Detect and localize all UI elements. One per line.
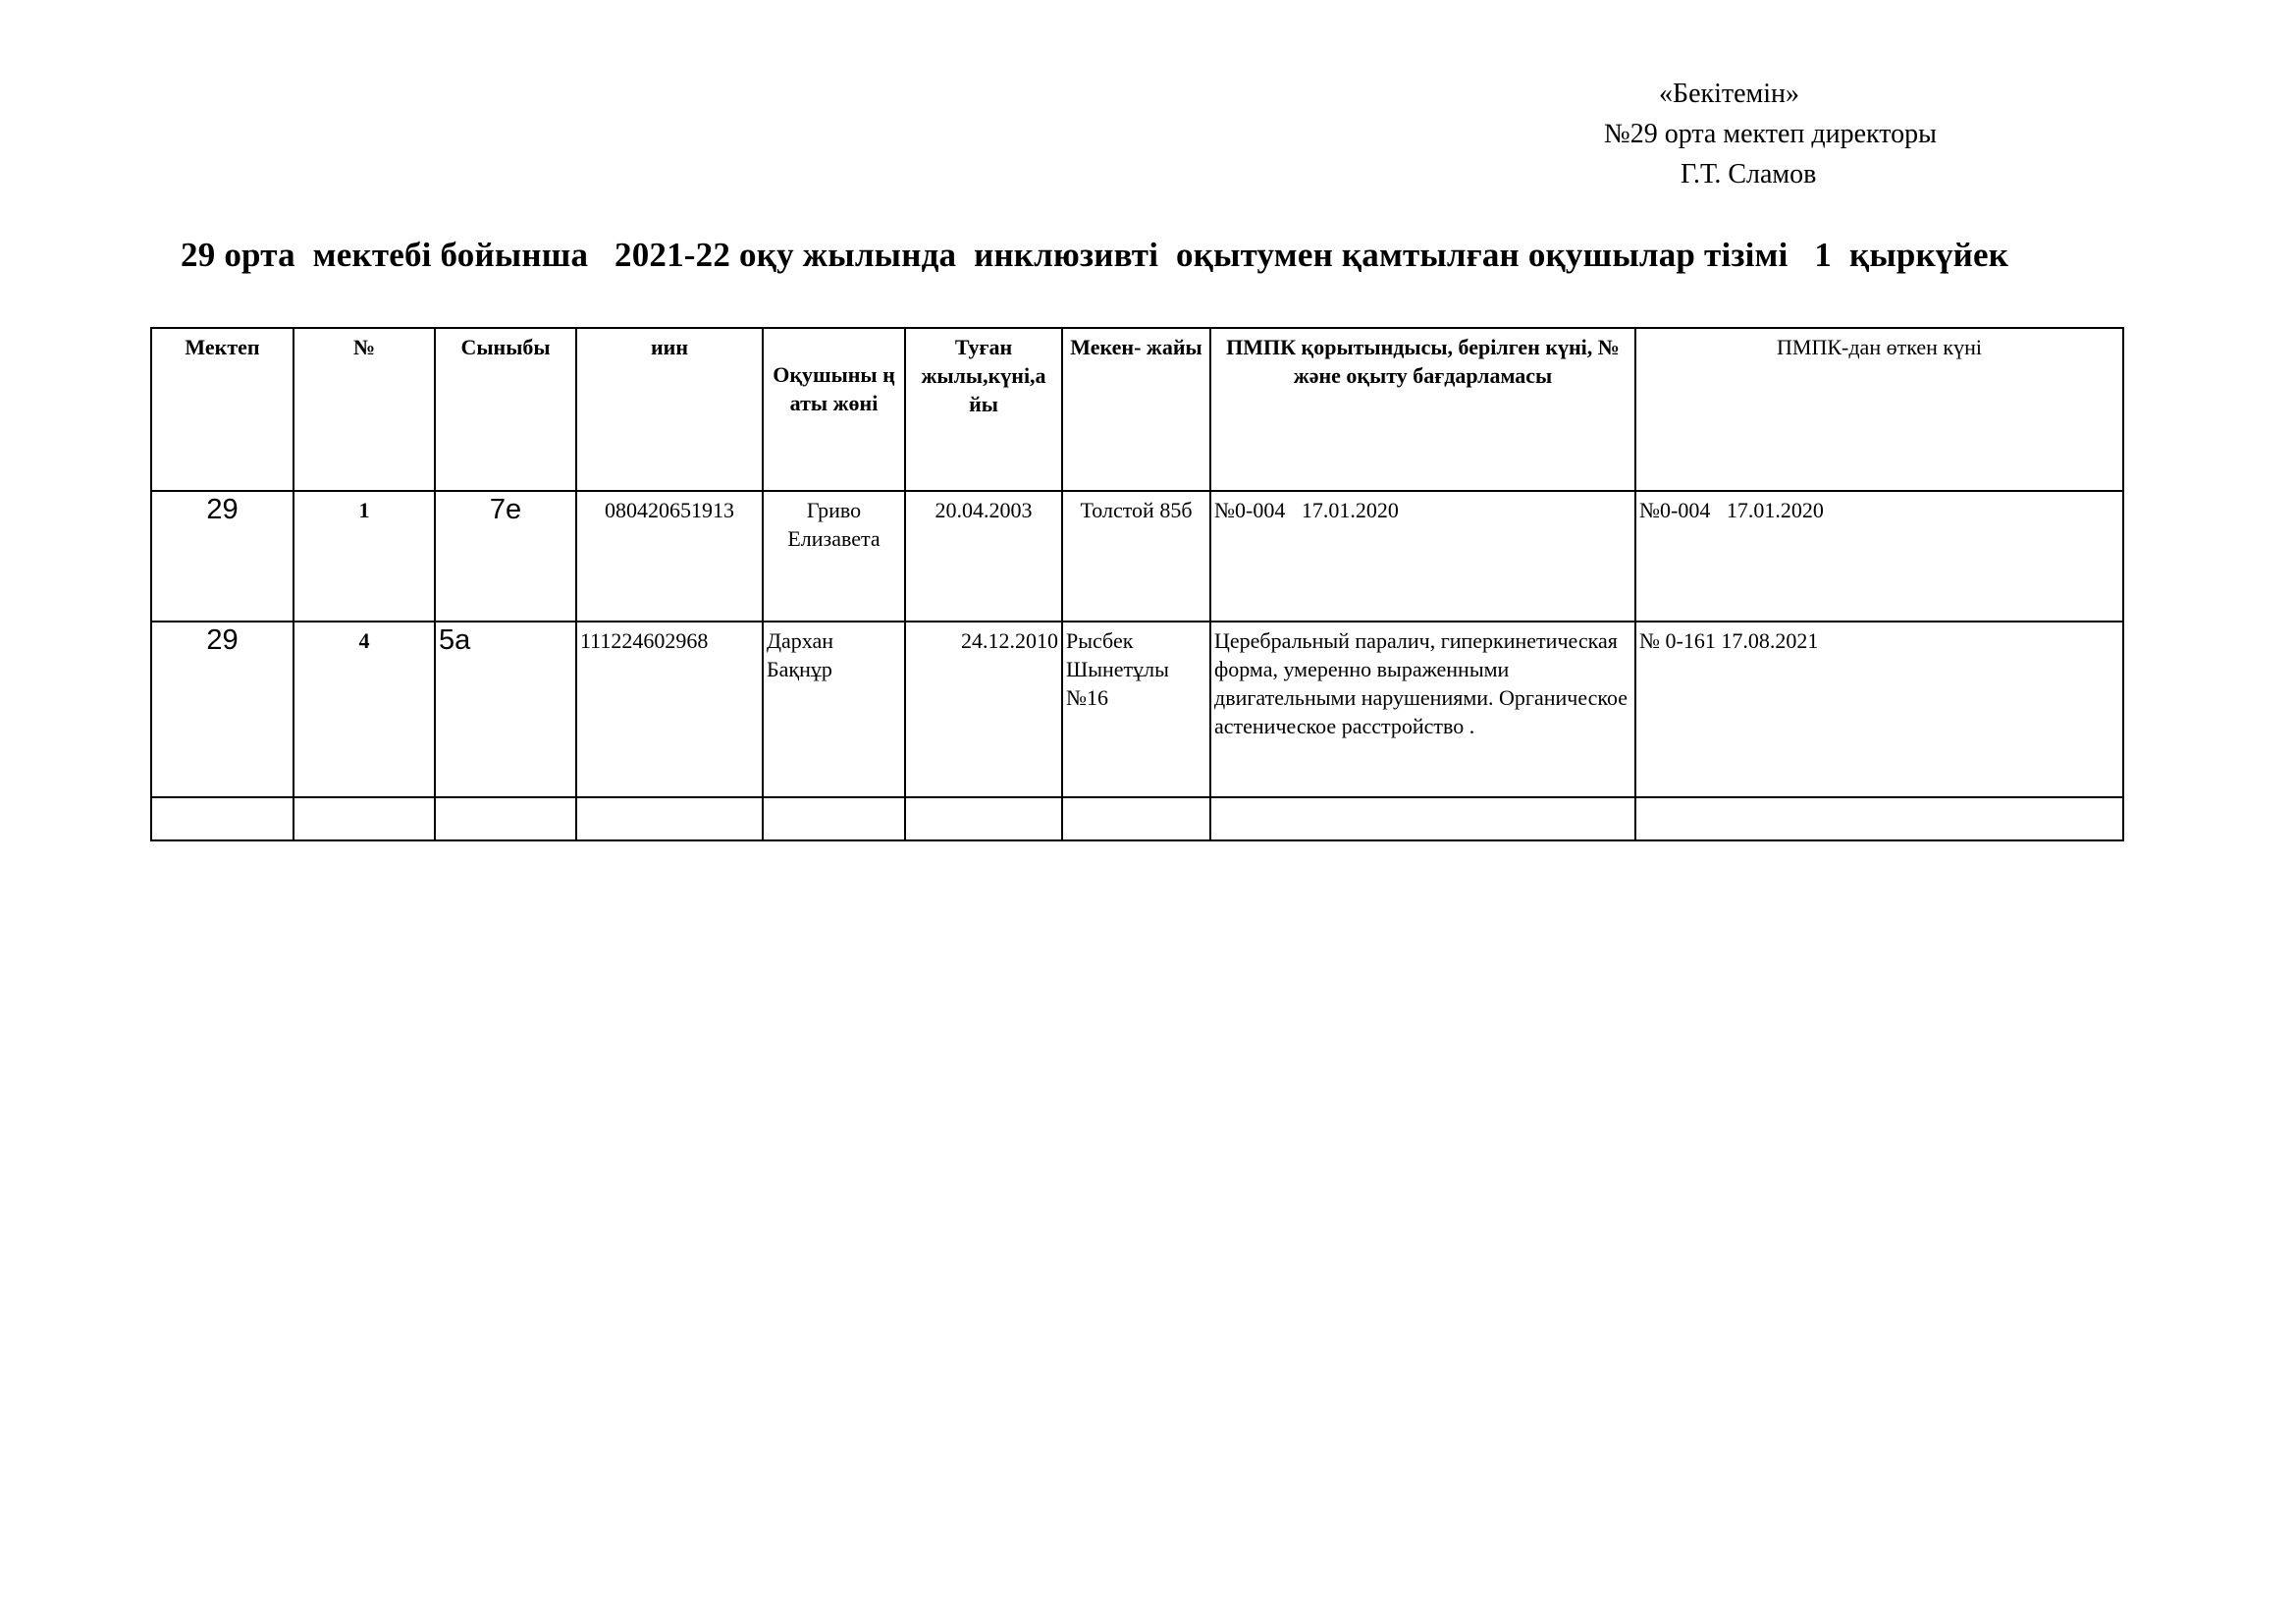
- table-row: [151, 491, 2123, 622]
- header-iin: иин: [576, 328, 763, 491]
- cell-pmpk-date: № 0-161 17.08.2021: [1639, 628, 1819, 653]
- cell-school: 29: [206, 494, 239, 525]
- table-row-empty: [151, 797, 2123, 840]
- approval-line-2: №29 орта мектеп директоры: [1604, 119, 1937, 149]
- cell-pmpk-conclusion: №0-004 17.01.2020: [1214, 498, 1399, 522]
- approval-line-3: Г.Т. Сламов: [1681, 159, 1817, 189]
- cell-class: 5а: [439, 624, 471, 656]
- cell-iin: 080420651913: [605, 498, 734, 522]
- students-table: [150, 327, 2124, 841]
- header-class: Сыныбы: [435, 328, 576, 491]
- header-pmpk-date: ПМПК-дан өткен күні: [1635, 328, 2123, 491]
- table-row: [151, 622, 2123, 797]
- page-title: 29 орта мектебі бойынша 2021-22 оқу жылында инклюзивті оқытумен қамтылған оқушылар тізімі 1 қыркүйек: [181, 236, 2009, 274]
- header-pmpk-conclusion: ПМПК қорытындысы, берілген күні, № және оқыту бағдарламасы: [1210, 328, 1635, 491]
- cell-class: 7е: [489, 494, 522, 525]
- cell-birth-date: 24.12.2010: [961, 628, 1058, 653]
- cell-number: 1: [358, 498, 370, 522]
- cell-birth-date: 20.04.2003: [934, 498, 1033, 522]
- cell-pmpk-date: №0-004 17.01.2020: [1639, 498, 1824, 522]
- header-birth-date: Туған жылы,күні,а йы: [905, 328, 1062, 491]
- header-student-name: Оқушыны ң аты жөні: [763, 328, 905, 491]
- header-address: Мекен- жайы: [1062, 328, 1210, 491]
- cell-address: Толстой 85б: [1080, 498, 1193, 522]
- header-school: Мектеп: [151, 328, 294, 491]
- header-number: №: [294, 328, 435, 491]
- cell-number: 4: [358, 628, 370, 653]
- cell-student-name: Гриво Елизавета: [787, 498, 881, 551]
- cell-address: Рысбек Шынетұлы №16: [1066, 628, 1169, 710]
- approval-line-1: «Бекітемін»: [1659, 79, 1800, 109]
- cell-student-name: Дархан Бақнұр: [767, 628, 834, 681]
- cell-iin: 111224602968: [580, 628, 709, 653]
- cell-pmpk-conclusion: Церебральный паралич, гиперкинетическая форма, умеренно выраженными двигательными нарушениями. Органическое астеническое расстройство .: [1214, 628, 1628, 738]
- cell-school: 29: [206, 624, 239, 656]
- table-header-row: [151, 328, 2123, 491]
